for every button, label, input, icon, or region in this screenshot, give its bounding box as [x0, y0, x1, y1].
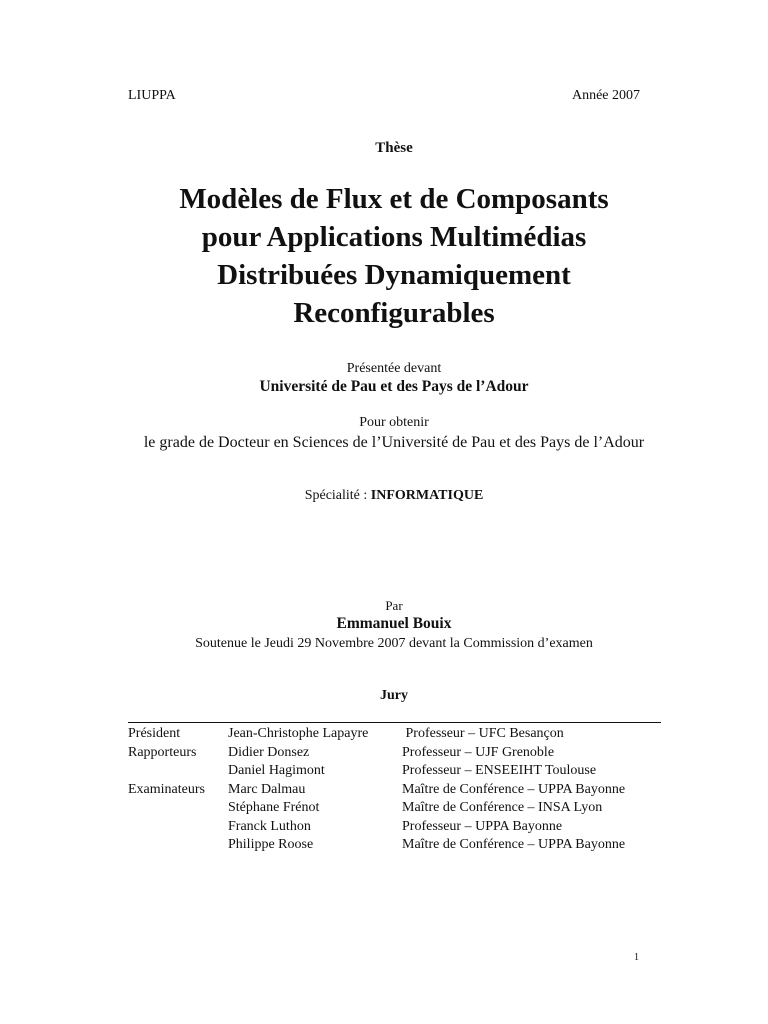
jury-member-title: Professeur – UFC Besançon — [402, 726, 564, 741]
jury-member-name: Daniel Hagimont — [228, 763, 325, 778]
table-row — [128, 781, 672, 800]
table-row — [128, 725, 672, 744]
presentation-label: Présentée devant — [346, 361, 442, 376]
thesis-title — [100, 180, 688, 332]
university-name: Université de Pau et des Pays de l’Adour — [259, 378, 529, 395]
specialty-label: Spécialité : — [304, 488, 371, 503]
table-row — [128, 744, 672, 763]
jury-member-name: Jean-Christophe Lapayre — [228, 726, 369, 741]
jury-role — [128, 762, 228, 781]
title-line: pour Applications Multimédias — [201, 221, 587, 253]
degree-block — [100, 414, 688, 453]
author-name: Emmanuel Bouix — [336, 615, 452, 632]
table-row — [128, 836, 672, 855]
title-line: Reconfigurables — [293, 297, 495, 329]
title-line: Modèles de Flux et de Composants — [179, 183, 609, 215]
jury-table — [128, 725, 672, 855]
jury-member-name: Didier Donsez — [228, 744, 310, 760]
table-row — [128, 818, 672, 837]
author-label: Par — [385, 598, 403, 613]
jury-role — [128, 818, 228, 837]
defense-date: Soutenue le Jeudi 29 Novembre 2007 devant la Commission d’examen — [195, 636, 593, 651]
jury-member-name: Philippe Roose — [228, 837, 314, 852]
title-line: Distribuées Dynamiquement — [217, 259, 571, 291]
specialty — [100, 488, 688, 504]
specialty-value: INFORMATIQUE — [370, 488, 484, 503]
jury-role — [128, 799, 228, 818]
degree-text: le grade de Docteur en Sciences de l’Université de Pau et des Pays de l’Adour — [143, 434, 645, 451]
jury-member-title: Professeur – ENSEEIHT Toulouse — [402, 763, 597, 778]
jury-member-name: Stéphane Frénot — [228, 800, 320, 815]
jury-role — [128, 836, 228, 855]
jury-member-title: Professeur – UPPA Bayonne — [402, 818, 563, 834]
jury-member-title: Professeur – UJF Grenoble — [402, 744, 555, 760]
jury-role: Rapporteurs — [128, 744, 197, 760]
presentation-block — [100, 360, 688, 396]
jury-member-title: Maître de Conférence – INSA Lyon — [402, 800, 603, 815]
table-row — [128, 762, 672, 781]
year: Année 2007 — [571, 88, 640, 103]
jury-heading: Jury — [380, 688, 408, 703]
author-block — [100, 598, 688, 654]
lab-name: LIUPPA — [128, 88, 176, 103]
jury-divider — [128, 722, 661, 723]
jury-member-title: Maître de Conférence – UPPA Bayonne — [402, 837, 626, 852]
table-row — [128, 799, 672, 818]
jury-role: Président — [128, 726, 181, 741]
degree-label: Pour obtenir — [359, 415, 429, 430]
jury-member-name: Franck Luthon — [228, 818, 311, 834]
document-type: Thèse — [375, 140, 413, 156]
page-number: 1 — [634, 952, 639, 963]
jury-member-name: Marc Dalmau — [228, 781, 306, 797]
jury-member-title: Maître de Conférence – UPPA Bayonne — [402, 781, 626, 797]
jury-role: Examinateurs — [128, 781, 205, 797]
